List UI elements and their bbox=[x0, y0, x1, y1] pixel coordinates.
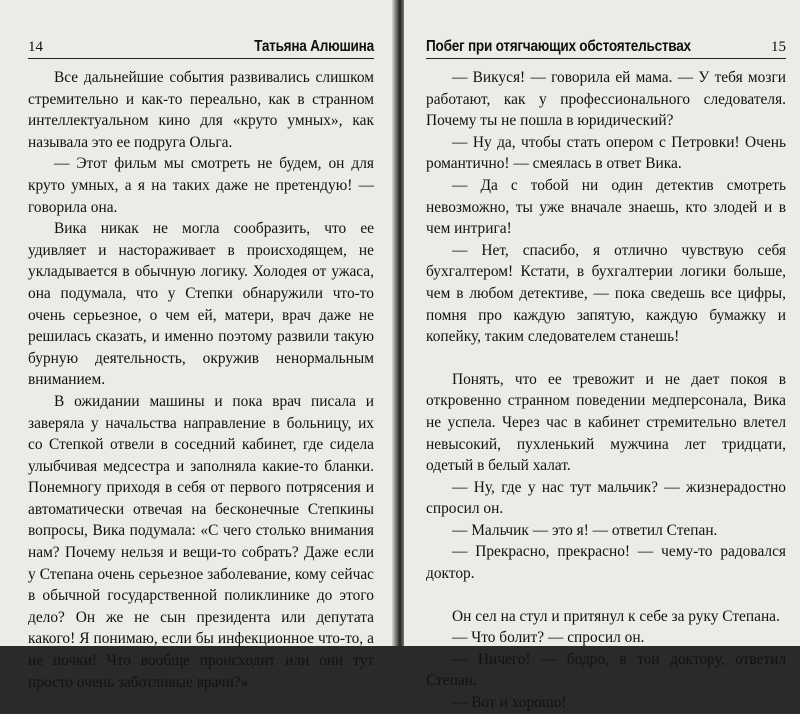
paragraph: Понять, что ее тревожит и не дает покоя в откровенно странном поведении медперсонала, Вика не успела. Через час в кабинет стремительно влетел невысокий, пухленький мужчина лет тридцати, одетый в белый халат. bbox=[426, 370, 786, 475]
paragraph: — Викуся! — говорила ей мама. — У тебя мозги работают, как у профессионального следователя. Почему ты не пошла в юридический? bbox=[426, 69, 786, 130]
paragraph: — Да с тобой ни один детектив смотреть невозможно, ты уже вначале знаешь, кто злодей и в чем интрига! bbox=[426, 176, 786, 238]
left-page-header bbox=[28, 38, 374, 59]
author-running-title: Татьяна Алюшина bbox=[254, 38, 374, 55]
left-page-body bbox=[28, 67, 374, 693]
page-number: 14 bbox=[28, 39, 43, 55]
paragraph: Все дальнейшие события развивались слишком стремительно и как-то переально, как в странном интеллектуальном кино для «круто умных», как называла это ее подруга Ольга. bbox=[28, 69, 374, 151]
paragraph: В ожидании машины и пока врач писала и заверяла у начальства направление в больницу, их со Степкой отвели в соседний кабинет, где сидела улыбчивая медсестра и заполняла какие-то бланки. Понемногу приходя в себя от первого потрясения и автоматически отвечая на бесконечные Степкины вопросы, Вика подумала: «С чего столько внимания нам? Почему нельзя и вещи-то собрать? Даже если у Степана очень серьезное заболевание, кому сейчас в обычной государственной поликлинике до этого дело? Он же не сын президента или депутата какого! Я понимаю, если бы инфекционное что-то, а не почки! Что вообще происходит или они тут просто очень заботливые врачи?» bbox=[28, 392, 374, 691]
paragraph: — Этот фильм мы смотреть не будем, он для круто умных, а я на таких даже не претендую! — говорила она. bbox=[28, 155, 374, 216]
paragraph: — Что болит? — спросил он. bbox=[452, 629, 645, 647]
left-page bbox=[0, 0, 396, 691]
book-running-title: Побег при отягчающих обстоятельствах bbox=[426, 38, 691, 55]
paragraph: — Ничего! — бодро, в тон доктору, ответил Степан. bbox=[426, 650, 786, 690]
paragraph: Он сел на стул и притянул к себе за руку Степана. bbox=[452, 607, 780, 625]
page-number: 15 bbox=[771, 39, 786, 55]
paragraph: — Мальчик — это я! — ответил Степан. bbox=[452, 521, 718, 539]
paragraph: — Ну да, чтобы стать опером с Петровки! Очень романтично! — смеялась в ответ Вика. bbox=[426, 133, 786, 173]
right-page bbox=[404, 0, 800, 712]
paragraph: — Ну, где у нас тут мальчик? — жизнерадостно спросил он. bbox=[426, 478, 786, 518]
paragraph: — Нет, спасибо, я отлично чувствую себя бухгалтером! Кстати, в бухгалтерии логики больше, чем в любом детективе, — пока сведешь все цифры, помня про каждую запятую, каждую бумажку и копейку, таким следователем станешь! bbox=[426, 241, 786, 346]
paragraph: — Вот и хорошо! bbox=[452, 694, 567, 712]
paragraph: Вика никак не могла сообразить, что ее удивляет и настораживает в происходящем, не укладывается в обычную логику. Холодея от ужаса, она подумала, что у Степки обнаружили что-то очень серьезное, о чем ей, матери, врач даже не решилась сказать, и именно поэтому развили такую бурную деятельность, окружив ненормальным вниманием. bbox=[28, 220, 374, 389]
paragraph: — Прекрасно, прекрасно! — чему-то радовался доктор. bbox=[426, 543, 786, 583]
right-page-header bbox=[426, 38, 786, 59]
right-page-body bbox=[426, 67, 786, 714]
